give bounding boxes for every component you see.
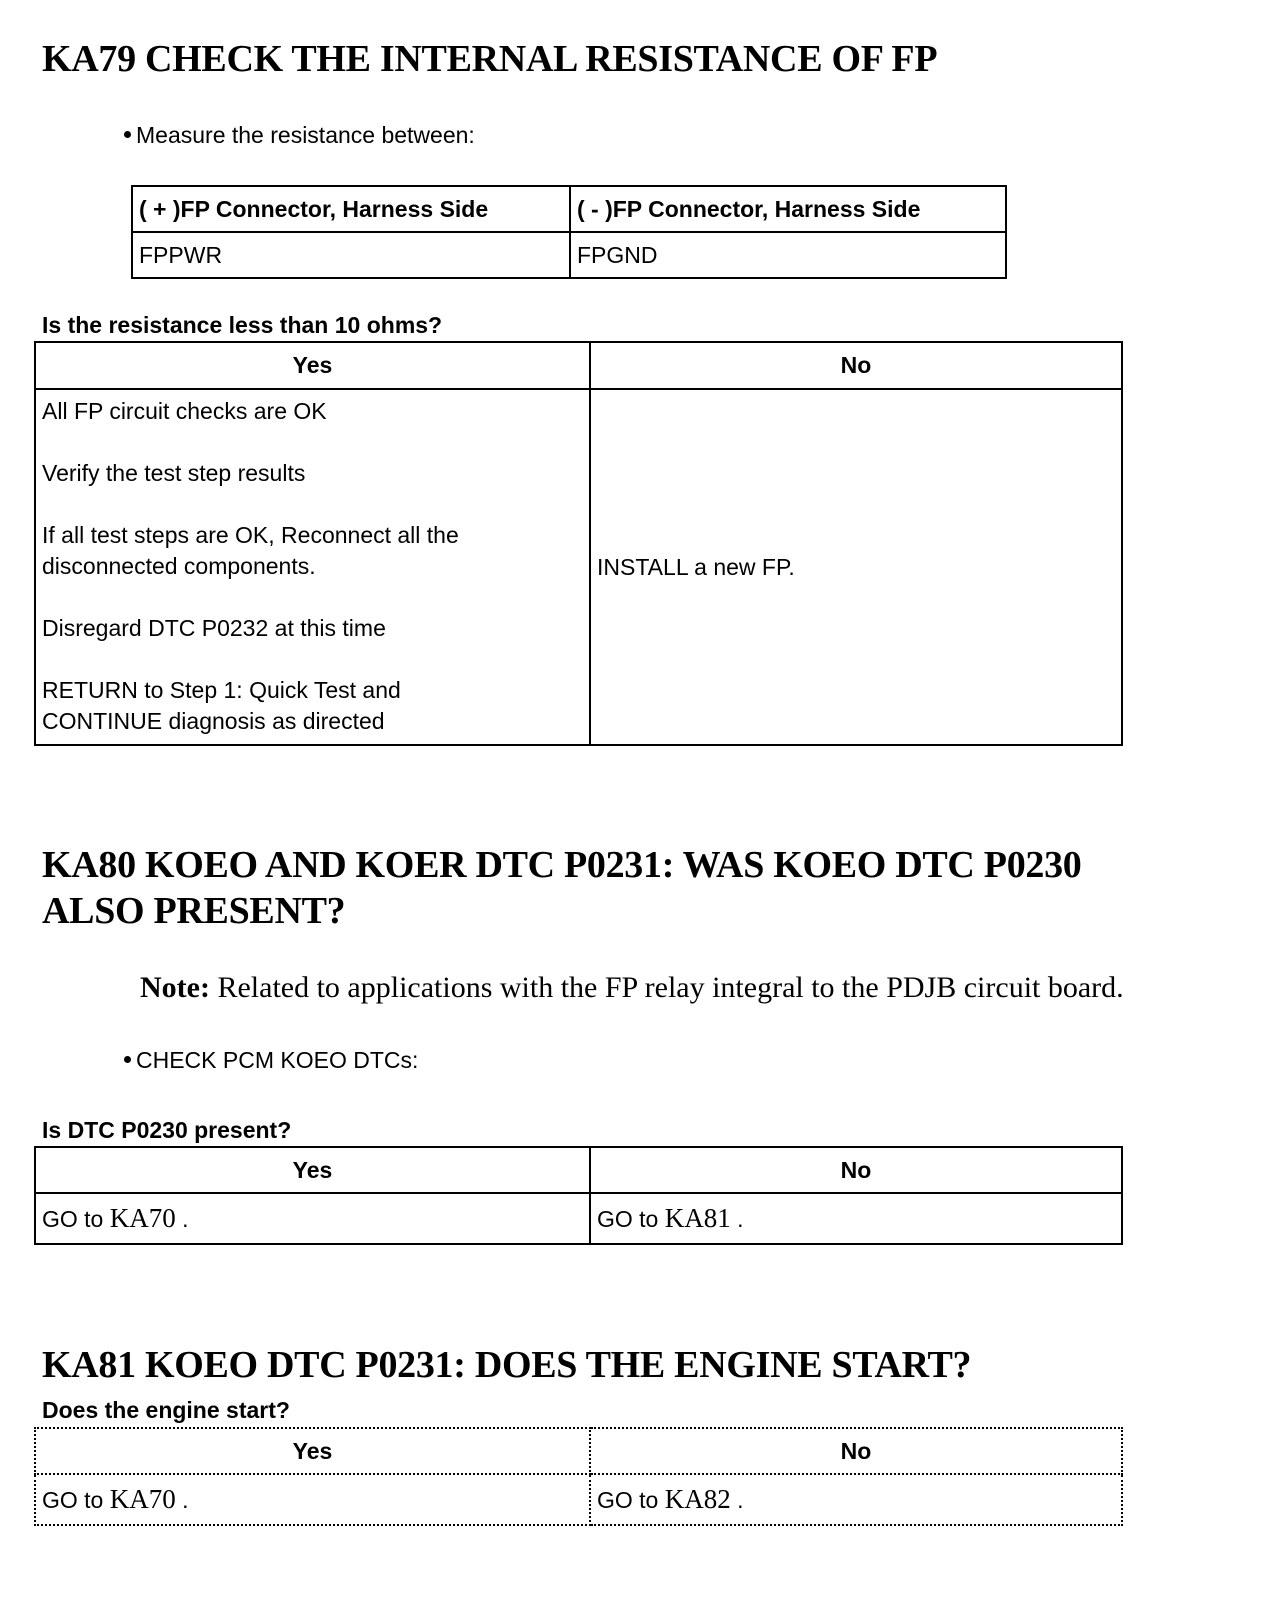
no-header: No: [590, 342, 1122, 389]
note-label: Note:: [140, 971, 210, 1004]
go-to-label: GO to: [597, 1487, 665, 1513]
punctuation: .: [730, 1206, 744, 1232]
yes-header: Yes: [35, 342, 590, 389]
punctuation: .: [730, 1487, 744, 1513]
yes-cell: [35, 1193, 590, 1244]
table-header-row: [35, 1428, 1122, 1474]
yes-line: Disregard DTC P0232 at this time: [42, 615, 386, 641]
yes-line: If all test steps are OK, Reconnect all the disconnected components.: [42, 522, 459, 579]
ka80-instruction-text: CHECK PCM KOEO DTCs:: [136, 1047, 419, 1073]
ka80-note: [140, 970, 1124, 1006]
ka79-heading: KA79 CHECK THE INTERNAL RESISTANCE OF FP: [42, 38, 938, 80]
ka80-answer-table: [34, 1146, 1123, 1245]
table-row: [35, 1474, 1122, 1525]
bullet-icon: [124, 131, 131, 138]
go-to-label: GO to: [42, 1206, 110, 1232]
table-header: ( + )FP Connector, Harness Side: [132, 186, 570, 232]
table-row: [132, 232, 1006, 278]
ka81-link[interactable]: KA81: [664, 1203, 731, 1233]
table-row: [35, 389, 1122, 745]
no-cell: [590, 1193, 1122, 1244]
ka79-connector-table: [131, 185, 1007, 279]
ka70-link[interactable]: KA70: [109, 1484, 176, 1514]
table-header: ( - )FP Connector, Harness Side: [570, 186, 1006, 232]
note-text: Related to applications with the FP relay integral to the PDJB circuit board.: [209, 971, 1124, 1004]
ka79-instruction-text: Measure the resistance between:: [136, 122, 475, 148]
yes-cell: [35, 1474, 590, 1525]
punctuation: .: [175, 1487, 189, 1513]
ka81-answer-table: [34, 1427, 1123, 1526]
ka70-link[interactable]: KA70: [109, 1203, 176, 1233]
table-cell: FPPWR: [132, 232, 570, 278]
yes-line: RETURN to Step 1: Quick Test and CONTINUE diagnosis as directed: [42, 677, 401, 734]
bullet-icon: [124, 1056, 131, 1063]
table-header-row: [35, 1147, 1122, 1193]
table-cell: FPGND: [570, 232, 1006, 278]
no-header: No: [590, 1147, 1122, 1193]
table-header-row: [132, 186, 1006, 232]
no-cell: [590, 1474, 1122, 1525]
ka79-question: Is the resistance less than 10 ohms?: [42, 312, 443, 338]
ka79-answer-table: [34, 341, 1123, 746]
yes-header: Yes: [35, 1147, 590, 1193]
yes-cell: [35, 389, 590, 745]
ka80-instruction: [124, 1046, 418, 1074]
no-cell: INSTALL a new FP.: [590, 389, 1122, 745]
ka80-heading: KA80 KOEO AND KOER DTC P0231: WAS KOEO DTC P0230 ALSO PRESENT?: [42, 844, 1082, 932]
no-header: No: [590, 1428, 1122, 1474]
yes-line: Verify the test step results: [42, 460, 306, 486]
table-row: [35, 1193, 1122, 1244]
punctuation: .: [175, 1206, 189, 1232]
ka79-instruction: [124, 121, 475, 149]
ka80-question: Is DTC P0230 present?: [42, 1117, 292, 1143]
yes-header: Yes: [35, 1428, 590, 1474]
ka82-link[interactable]: KA82: [664, 1484, 731, 1514]
go-to-label: GO to: [597, 1206, 665, 1232]
table-header-row: [35, 342, 1122, 389]
ka81-heading: KA81 KOEO DTC P0231: DOES THE ENGINE START?: [42, 1344, 972, 1386]
ka81-question: Does the engine start?: [42, 1397, 290, 1423]
go-to-label: GO to: [42, 1487, 110, 1513]
yes-line: All FP circuit checks are OK: [42, 398, 327, 424]
